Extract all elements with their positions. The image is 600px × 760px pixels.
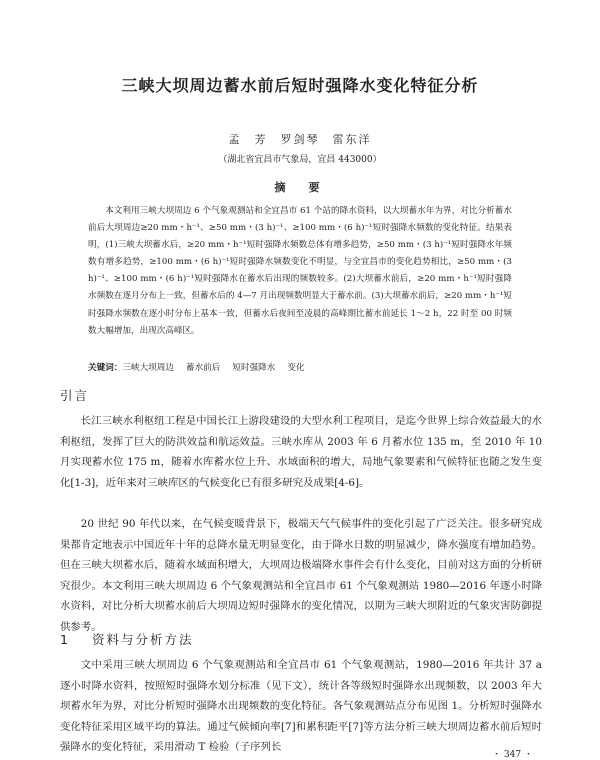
abstract-heading: 摘 要	[274, 181, 326, 194]
section-heading-introduction	[60, 386, 89, 404]
keyword: 短时强降水	[232, 363, 276, 373]
body-paragraph: 20 世纪 90 年代以来，在气候变暖背景下，极端天气气候事件的变化引起了广泛关注。很多研究成果都肯定地表示中国近年十年的总降水量无明显变化，由于降水日数的明显减少，降水强度有增加趋势。但在三峡大坝蓄水后，随着水域面积增大，大坝周边极端降水事件会有什么变化，目前对这方面的分析研究很少。本文利用三峡大坝周边 6 个气象观测站和全宜昌市 61 个气象观测站 1980—2016 年逐小时降水资料，对比分析大坝蓄水前后大坝周边短时强降水的变化情况，以期为三峡大坝附近的气象灾害防御提供参考。	[60, 518, 542, 633]
paper-title: 三峡大坝周边蓄水前后短时强降水变化特征分析	[121, 76, 479, 95]
authors: 孟 芳 罗剑琴 雷东洋	[228, 133, 372, 146]
section-title: 引言	[60, 388, 90, 403]
section-title: 资料与分析方法	[91, 632, 194, 647]
page-number: ・ 347 ・	[492, 750, 533, 760]
body-paragraph: 文中采用三峡大坝周边 6 个气象观测站和全宜昌市 61 个气象观测站，1980—2016 年共计 37 a 逐小时降水资料，按照短时强降水划分标准（见下文），统计各等级短时强降水出现频数，以 2003 年大坝蓄水年为界，对比分析短时强降水出现频数的变化特征。各气象观测站点分布见图 1。分析短时强降水变化特征采用区域平均的算法。通过气候倾向率[7]和累积距平[7]等方法分析三峡大坝周边蓄水前后短时强降水的变化特征，采用滑动 T 检验（子序列长	[60, 659, 542, 754]
keyword: 三峡大坝周边	[122, 363, 174, 373]
keywords	[88, 361, 512, 373]
affiliation: （湖北省宜昌市气象局，宜昌 443000）	[218, 155, 382, 165]
section-heading-data-methods	[60, 630, 193, 648]
keyword: 蓄水前后	[185, 363, 221, 373]
abstract-text: 本文利用三峡大坝周边 6 个气象观测站和全宜昌市 61 个站的降水资料，以大坝蓄水年为界，对比分析蓄水前后大坝周边≥20 mm・h⁻¹、≥50 mm・(3 h)⁻¹、≥100 mm・(6 h)⁻¹短时强降水频数的变化特征。结果表明，(1)三峡大坝蓄水后，≥20 mm・h⁻¹短时强降水频数总体有增多趋势，≥50 mm・(3 h)⁻¹短时强降水年频数有增多趋势，≥100 mm・(6 h)⁻¹短时强降水频数变化不明显，与全宜昌市的变化趋势相比，≥50 mm・(3 h)⁻¹、≥100 mm・(6 h)⁻¹短时强降水在蓄水后出现的频数较多。(2)大坝蓄水前后，≥20 mm・h⁻¹短时强降水频数在逐月分布上一致，但蓄水后的 4—7 月出现频数明显大于蓄水前。(3)大坝蓄水前后，≥20 mm・h⁻¹短时强降水频数在逐小时分布上基本一致，但蓄水后夜间至凌晨的高峰期比蓄水前延长 1～2 h，22 时至 00 时频数大幅增加，出现次高峰区。	[88, 206, 512, 336]
section-number: 1	[60, 632, 70, 647]
keyword: 变化	[287, 363, 305, 373]
keywords-label: 关键词：	[88, 363, 123, 373]
body-paragraph: 长江三峡水利枢纽工程是中国长江上游段建设的大型水利工程项目，是迄今世界上综合效益最大的水利枢纽，发挥了巨大的防洪效益和航运效益。三峡水库从 2003 年 6 月蓄水位 135 m，至 2010 年 10 月实现蓄水位 175 m，随着水库蓄水位上升、水域面积的增大，局地气象要素和气候特征也随之发生变化[1-3]，近年来对三峡库区的气候变化已有很多研究及成果[4-6]。	[60, 415, 542, 489]
